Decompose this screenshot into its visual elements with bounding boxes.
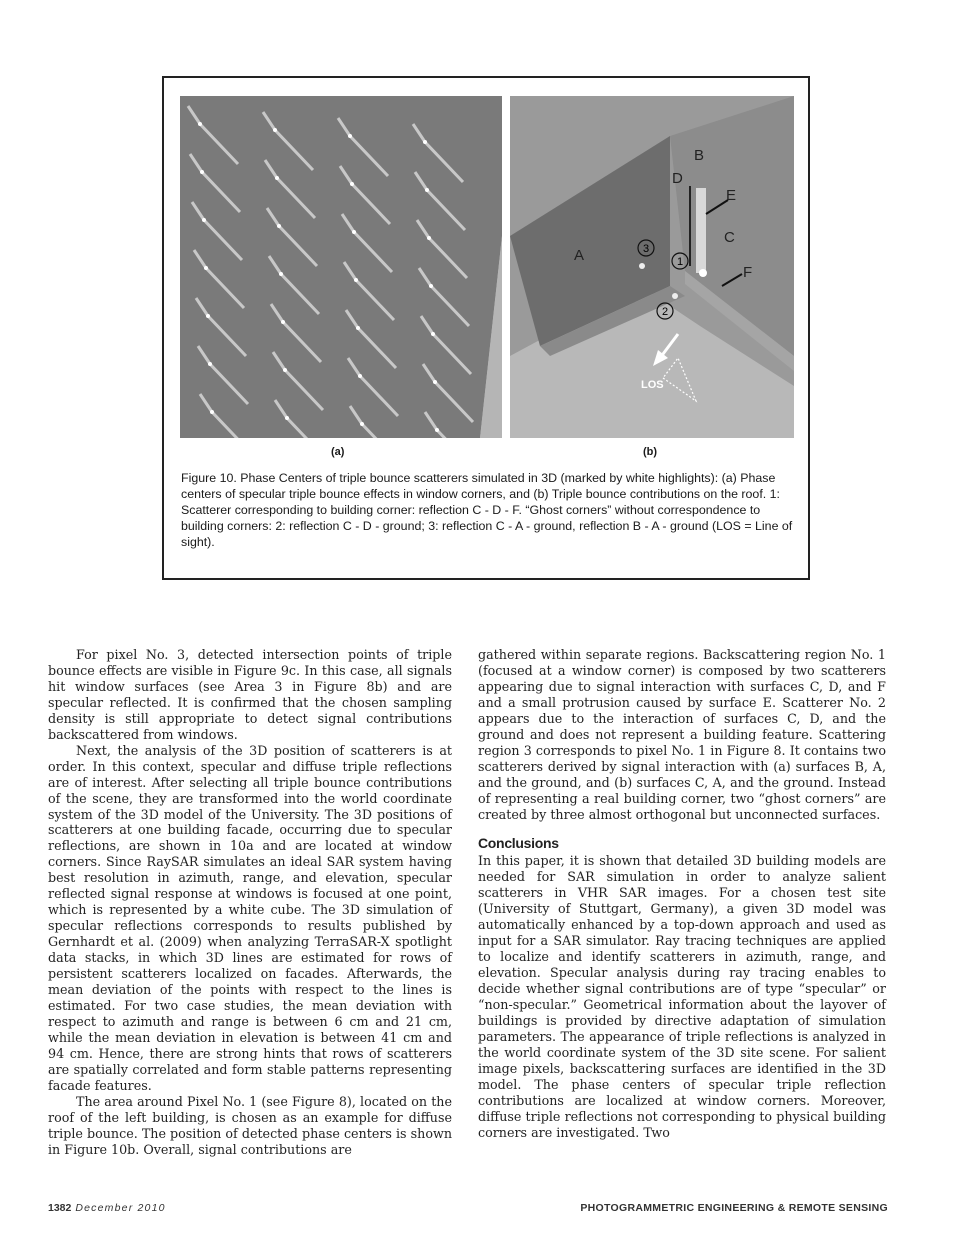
- phase-center-highlight: [200, 170, 204, 174]
- los-label: LOS: [641, 379, 664, 391]
- right-column: [478, 647, 886, 1141]
- phase-center-highlight: [360, 422, 364, 426]
- phase-center-highlight: [283, 368, 287, 372]
- paragraph: In this paper, it is shown that detailed 3D building models are needed for SAR simulation in order to analyze salient scatterers in VHR SAR images. For a chosen test site (University of Stuttgart, Germany), a given 3D model was automatically enhanced by a top-down approach and used as input for a SAR simulator. Ray tracing techniques are applied to localize and identify scatterers in azimuth, range, and elevation. Specular analysis during ray tracing enables to decide whether signal contributions are of type “specular” or “non-specular.” Geometrical information about the layover of buildings is provided by directive adaptation of simulation parameters. The appearance of triple reflections is analyzed in the world coordinate system of the 3D site scene. For salient image pixels, backscattering surfaces are identified in the 3D model. The phase centers of specular triple reflection contributions are localized at window corners. Moreover, diffuse triple reflections not corresponding to physical building corners are investigated. Two: [478, 853, 886, 1140]
- figure-10b-image: [510, 96, 794, 438]
- page-footer-left: [48, 1202, 166, 1214]
- phase-center-highlight: [350, 182, 354, 186]
- surface-b-label: B: [694, 147, 705, 164]
- panel-b-label: (b): [643, 446, 658, 458]
- phase-center-highlight: [352, 230, 356, 234]
- phase-center-highlight: [198, 122, 202, 126]
- phase-center-highlight: [348, 134, 352, 138]
- phase-center-highlight: [275, 176, 279, 180]
- journal-name: PHOTOGRAMMETRIC ENGINEERING & REMOTE SENSING: [580, 1202, 888, 1214]
- left-column: [48, 647, 452, 1158]
- phase-center-highlight: [427, 236, 431, 240]
- phase-center-highlight: [285, 416, 289, 420]
- surface-a-label: A: [574, 247, 585, 264]
- phase-center-highlight: [273, 128, 277, 132]
- phase-center-highlight: [354, 278, 358, 282]
- figure-10a-image: [180, 96, 502, 438]
- paragraph: Next, the analysis of the 3D position of scatterers is at order. In this context, specular and diffuse triple reflections are of interest. After selecting all triple bounce contributions of the scene, they are transformed into the world coordinate system of the 3D model of the University. The 3D positions of scatterers at one building facade, occurring due to specular reflections, are shown in 10a and are located at window corners. Since RaySAR simulates an ideal SAR system having best resolution in azimuth, range, and elevation, specular reflected signal response at windows is focused at one point, which is represented by a white cube. The 3D simulation of specular reflections corresponds to results published by Gernhardt et al. (2009) when analyzing TerraSAR-X spotlight data stacks, in which 3D lines are estimated for rows of persistent scatterers localized on facades. Afterwards, the mean deviation of the points with respect to the lines is estimated. For two case studies, the mean deviation with respect to azimuth and range is between 6 cm and 21 cm, while the mean deviation in elevation is between 41 cm and 94 cm. Hence, there are strong hints that rows of scatterers are spatially correlated and form stable patterns representing facade features.: [48, 742, 452, 1093]
- label-2: 2: [661, 306, 669, 318]
- issue-date: December 2010: [75, 1202, 166, 1214]
- phase-center-highlight: [423, 140, 427, 144]
- paragraph: gathered within separate regions. Backscattering region No. 1 (focused at a window corner) is composed by two scatterers appearing due to signal interaction with surfaces C, D, and F and a small protrusion caused by surface E. Scatterer No. 2 appears due to the interaction of surfaces C, D, and the ground and does not represent a building feature. Scattering region 3 corresponds to pixel No. 1 in Figure 8. It contains two scatterers derived by signal interaction with (a) surfaces B, A, and the ground, and (b) surfaces C, A, and the ground. Instead of representing a real building corner, two “ghost corners” are created by three almost orthogonal but unconnected surfaces.: [478, 647, 886, 822]
- figure-caption: Figure 10. Phase Centers of triple bounce scatterers simulated in 3D (marked by white highlights): (a) Phase centers of specular triple bounce effects in window corners, and (b) Triple bounce contributions on the roof. 1: Scatterer corresponding to building corner: reflection C - D - F. “Ghost corners” without correspondence to building corners: 2: reflection C - D - ground; 3: reflection C - A - ground, reflection B - A - ground (LOS = Line of sight).: [181, 471, 793, 549]
- phase-center-highlight: [358, 374, 362, 378]
- paragraph: For pixel No. 3, detected intersection points of triple bounce effects are visible in Figure 9c. In this case, all signals hit window surfaces (see Area 3 in Figure 8b) and are specular reflected. It is confirmed that the chosen sampling density is still appropriate to detect signal contributions backscattered from windows.: [48, 647, 452, 742]
- phase-center-highlight: [208, 362, 212, 366]
- phase-center-highlight: [277, 224, 281, 228]
- phase-center-highlight: [204, 266, 208, 270]
- phase-center-highlight: [356, 326, 360, 330]
- section-heading: Conclusions: [478, 835, 559, 852]
- phase-center-highlight: [281, 320, 285, 324]
- paragraph: The area around Pixel No. 1 (see Figure 8), located on the roof of the left building, is chosen as an example for diffuse triple bounce. The position of detected phase centers is shown in Figure 10b. Overall, signal contributions are: [48, 1093, 452, 1157]
- phase-center-highlight: [206, 314, 210, 318]
- label-1: 1: [676, 256, 684, 268]
- phase-center-highlight: [435, 428, 439, 432]
- panel-a-label: (a): [331, 446, 345, 458]
- phase-center-highlight: [279, 272, 283, 276]
- phase-center-highlight: [202, 218, 206, 222]
- page-number: 1382: [48, 1202, 72, 1214]
- label-3: 3: [642, 243, 650, 255]
- phase-center-highlight: [429, 284, 433, 288]
- surface-f-label: F: [743, 264, 753, 281]
- phase-center-highlight: [431, 332, 435, 336]
- phase-center-highlight: [425, 188, 429, 192]
- surface-d-label: D: [672, 170, 683, 187]
- phase-center-highlight: [433, 380, 437, 384]
- surface-c-label: C: [724, 229, 735, 246]
- phase-center-highlight: [210, 410, 214, 414]
- surface-e-label: E: [726, 187, 737, 204]
